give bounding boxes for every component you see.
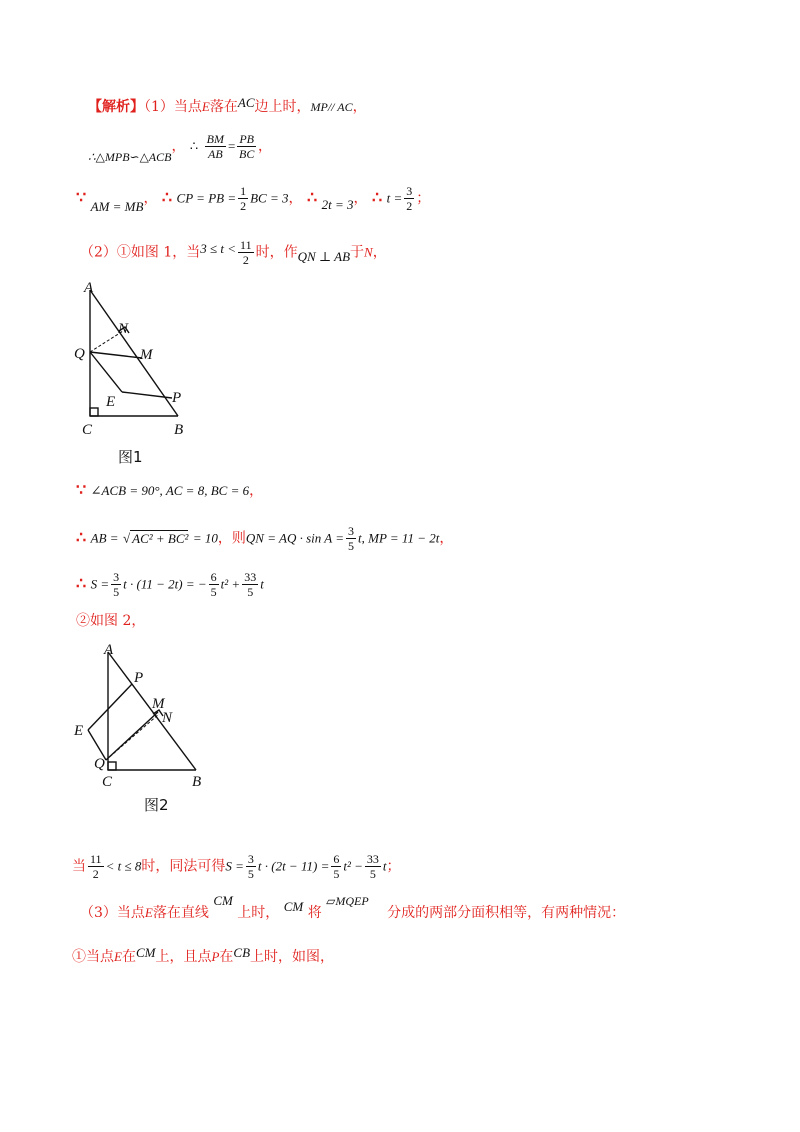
fraction-bm-ab: $\frac{BM}{AB}$ [206,132,224,161]
fig1-label-e: E [106,394,116,410]
fig1-label-a: A [84,280,94,296]
line-8: ②如图 2， [76,613,146,629]
line-5: ∵ ∠ACB = 90°, AC = 8, BC = 6， [76,480,264,499]
fig2-label-a: A [104,642,114,658]
fig1-label-n: N [118,321,129,337]
fig1-label-q: Q [74,346,85,362]
figure-2-caption: 图2 [144,796,169,814]
line-1: 【解析】（1）当点E落在AC边上时，MP// AC， [88,95,367,115]
fig1-label-c: C [82,422,93,438]
fraction-pb-bc: $\frac{PB}{BC}$ [238,132,255,161]
fig2-label-p: P [134,670,144,686]
fig1-label-b: B [174,422,184,438]
figure-1 [70,278,210,438]
line-11: ①当点E在CM上，且点P在CB上时，如图， [72,945,335,965]
line-4: （2）①如图 1，当3 ≤ t < $\frac{11}{2}$ 时，作QN ⊥ AB于N， [80,238,387,267]
fig2-label-q: Q [94,756,105,772]
line-7: ∴ S = $\frac{3}{5}$ t · (11 − 2t) = − $\frac{6}{5}$ t² + $\frac{33}{5}$ t [76,570,264,599]
line-9: 当 $\frac{11}{2}$ < t ≤ 8时，同法可得S = $\frac{3}{5}$ t · (2t − 11) = $\frac{6}{5}$ t² − $\frac{33}{5}$ t； [72,852,401,881]
line-3: ∵ AM = MB， ∴ CP = PB = $\frac{1}{2}$ BC = 3， ∴ 2t = 3， ∴ t = $\frac{3}{2}$ ； [76,184,431,214]
figure-1-caption: 图1 [118,448,143,466]
fig2-label-c: C [102,774,113,790]
fig1-label-p: P [172,390,182,406]
fig2-label-m: M [152,696,165,712]
line-10: （3）当点E落在直线 CM 上时， CM 将 ▱MQEP 分成的两部分面积相等，有两种情况： [80,893,626,921]
fig2-label-b: B [192,774,202,790]
figure-2 [66,640,216,790]
analysis-label: 【解析】 [88,99,144,115]
fig1-label-m: M [140,347,153,363]
fig2-label-e: E [74,723,84,739]
line-2: ∴△MPB∽△ACB， ∴ $\frac{BM}{AB}$ = $\frac{PB}{BC}$ ， [88,132,272,164]
line-6: ∴ AB = √ AC² + BC² = 10，则QN = AQ · sin A = $\frac{3}{5}$ t, MP = 11 − 2t， [76,524,454,553]
fig2-label-n: N [162,710,173,726]
